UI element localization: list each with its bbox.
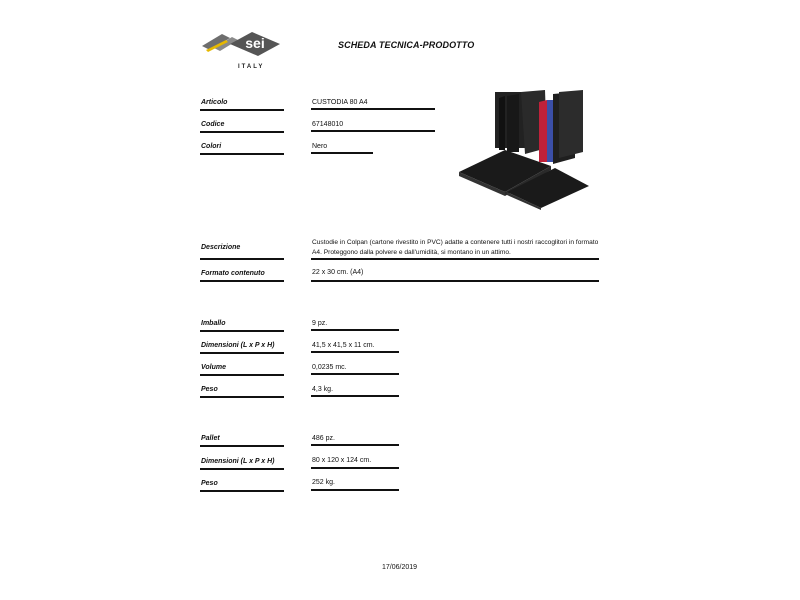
descrizione-label: Descrizione: [201, 244, 241, 251]
pallet-peso-label: Peso: [201, 480, 218, 487]
binder-cases-illustration: [455, 88, 595, 210]
codice-label-underline: [200, 131, 284, 133]
logo-subtitle: ITALY: [238, 64, 265, 70]
volume-value: 0,0235 mc.: [312, 364, 347, 371]
pallet-label: Pallet: [201, 435, 220, 442]
company-logo: [200, 28, 284, 74]
descrizione-label-underline: [200, 258, 284, 260]
volume-label-underline: [200, 374, 284, 376]
pallet-value-underline: [311, 444, 399, 446]
formato-label-underline: [200, 280, 284, 282]
imballo-value-underline: [311, 329, 399, 331]
imballo-dimensioni-label: Dimensioni (L x P x H): [201, 342, 275, 349]
imballo-label-underline: [200, 330, 284, 332]
pallet-dimensioni-value: 80 x 120 x 124 cm.: [312, 457, 372, 464]
pallet-peso-value: 252 kg.: [312, 479, 335, 486]
page-title: SCHEDA TECNICA-PRODOTTO: [338, 40, 475, 50]
imballo-value: 9 pz.: [312, 320, 328, 327]
articolo-value: CUSTODIA 80 A4: [312, 99, 368, 106]
volume-value-underline: [311, 373, 399, 375]
descrizione-value: Custodie in Colpan (cartone rivestito in PVC) adatte a contenere tutti i nostri raccoglitori in formato A4. Proteggono dalla polvere e dall'umidità, si montano in un attimo.: [312, 239, 599, 256]
pallet-value: 486 pz.: [312, 435, 335, 442]
articolo-label: Articolo: [201, 99, 228, 106]
logo-mark-icon: [200, 28, 284, 60]
imballo-peso-value-underline: [311, 395, 399, 397]
colori-label-underline: [200, 153, 284, 155]
codice-value-underline: [311, 130, 435, 132]
codice-value: 67148010: [312, 121, 344, 128]
articolo-value-underline: [311, 108, 435, 110]
pallet-dimensioni-label: Dimensioni (L x P x H): [201, 458, 275, 465]
codice-label: Codice: [201, 121, 225, 128]
formato-value: 22 x 30 cm. (A4): [312, 269, 364, 276]
product-image: [455, 88, 595, 210]
imballo-peso-value: 4,3 kg.: [312, 386, 334, 393]
footer-date: 17/06/2019: [382, 564, 418, 571]
pallet-dimensioni-label-underline: [200, 468, 284, 470]
imballo-label: Imballo: [201, 320, 226, 327]
formato-value-underline: [311, 280, 599, 282]
colori-value-underline: [311, 152, 373, 154]
imballo-peso-label-underline: [200, 396, 284, 398]
pallet-label-underline: [200, 445, 284, 447]
imballo-dimensioni-label-underline: [200, 352, 284, 354]
pallet-peso-label-underline: [200, 490, 284, 492]
pallet-dimensioni-value-underline: [311, 467, 399, 469]
pallet-peso-value-underline: [311, 489, 399, 491]
volume-label: Volume: [201, 364, 227, 371]
articolo-label-underline: [200, 109, 284, 111]
logo-word: sei: [245, 35, 265, 51]
imballo-peso-label: Peso: [201, 386, 218, 393]
imballo-dimensioni-value: 41,5 x 41,5 x 11 cm.: [312, 342, 375, 349]
colori-label: Colori: [201, 143, 222, 150]
imballo-dimensioni-value-underline: [311, 351, 399, 353]
formato-label: Formato contenuto: [201, 270, 265, 277]
descrizione-value-underline: [311, 258, 599, 260]
colori-value: Nero: [312, 143, 328, 150]
